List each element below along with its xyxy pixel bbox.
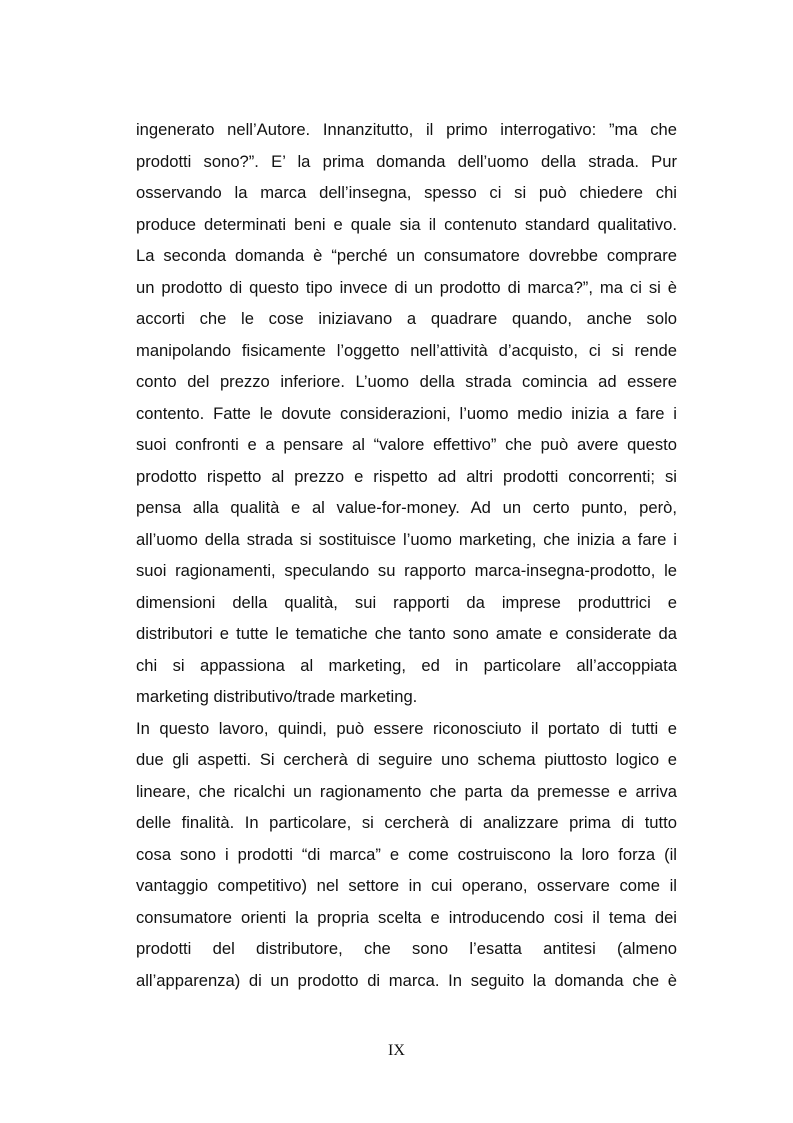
text-line: consumatore orienti la propria scelta e introducendo cosi il tema dei	[136, 907, 677, 927]
text-line: osservando la marca dell’insegna, spesso ci si può chiedere chi	[136, 183, 677, 202]
text-line: In questo lavoro, quindi, può essere riconosciuto il portato di tutti e	[136, 718, 677, 738]
text-line: manipolando fisicamente l’oggetto nell’attività d’acquisto, ci si rende	[136, 340, 677, 360]
page-number: IX	[388, 1042, 405, 1059]
text-line: cosa sono i prodotti “di marca” e come costruiscono la loro forza (il	[136, 844, 677, 864]
text-line: La seconda domanda è “perché un consumatore dovrebbe comprare	[136, 246, 677, 265]
text-line: vantaggio competitivo) nel settore in cui operano, osservare come il	[136, 876, 677, 895]
text-line: prodotti del distributore, che sono l’esatta antitesi (almeno	[136, 939, 677, 958]
text-line: due gli aspetti. Si cercherà di seguire uno schema piuttosto logico e	[136, 750, 677, 769]
text-line: pensa alla qualità e al value-for-money. Ad un certo punto, però,	[136, 498, 677, 517]
text-line: all’apparenza) di un prodotto di marca. In seguito la domanda che è	[136, 970, 677, 990]
text-line: distributori e tutte le tematiche che tanto sono amate e considerate da	[136, 624, 677, 643]
text-line: contento. Fatte le dovute considerazioni, l’uomo medio inizia a fare i	[136, 403, 677, 423]
text-line: delle finalità. In particolare, si cercherà di analizzare prima di tutto	[136, 813, 677, 832]
text-line: lineare, che ricalchi un ragionamento che parta da premesse e arriva	[136, 781, 677, 801]
body-text	[136, 114, 677, 996]
text-line: prodotto rispetto al prezzo e rispetto ad altri prodotti concorrenti; si	[136, 466, 677, 486]
text-line: dimensioni della qualità, sui rapporti da imprese produttrici e	[136, 592, 677, 612]
text-line: suoi confronti e a pensare al “valore effettivo” che può avere questo	[136, 435, 677, 454]
text-line: conto del prezzo inferiore. L’uomo della strada comincia ad essere	[136, 372, 677, 391]
text-line: un prodotto di questo tipo invece di un prodotto di marca?”, ma ci si è	[136, 277, 677, 297]
text-line: chi si appassiona al marketing, ed in particolare all’accoppiata	[136, 655, 677, 675]
text-line: ingenerato nell’Autore. Innanzitutto, il primo interrogativo: ”ma che	[136, 120, 677, 139]
text-line: accorti che le cose iniziavano a quadrare quando, anche solo	[136, 309, 677, 328]
text-line: suoi ragionamenti, speculando su rapporto marca-insegna-prodotto, le	[136, 561, 677, 580]
text-line-paragraph-end: marketing distributivo/trade marketing.	[136, 687, 418, 706]
text-line: produce determinati beni e quale sia il contenuto standard qualitativo.	[136, 214, 677, 234]
text-line: all’uomo della strada si sostituisce l’uomo marketing, che inizia a fare i	[136, 529, 677, 549]
text-line: prodotti sono?”. E’ la prima domanda dell’uomo della strada. Pur	[136, 151, 677, 171]
